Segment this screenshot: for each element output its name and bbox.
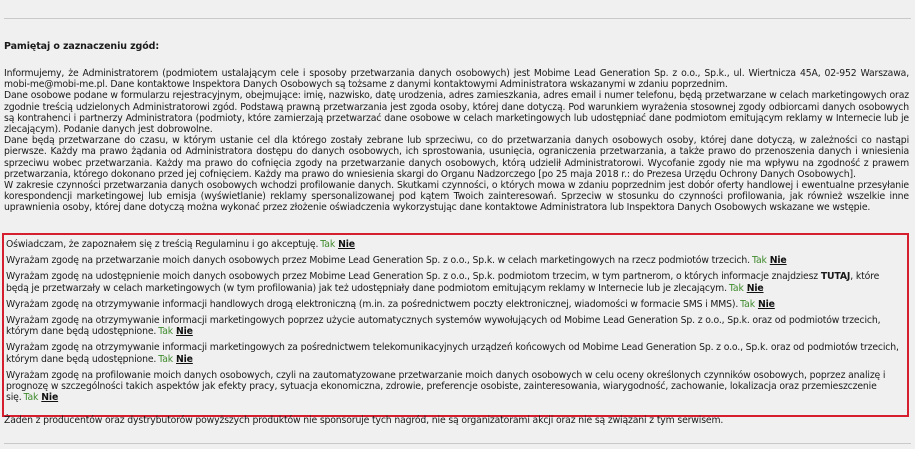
consent-text-continued: , które będą je przetwarzały w celach marketingowych (w tym profilowania) jak też udostępniały dane podmiotom emitującym reklamy w Internecie lub je zlecającym. xyxy=(6,271,880,294)
info-paragraph-data-scope: Dane osobowe podane w formularzu rejestracyjnym, obejmujące: imię, nazwisko, datę urodzenia, adres zamieszkania, adres email i numer telefonu, będą przetwarzane w celach marketingowych oraz zgodnie treścią udzielonych Administratorowi zgód. Podstawą prawną przetwarzania jest zgoda osoby, której dane dotyczą. Pod warunkiem wyrażenia stosownej zgody odbiorcami danych osobowych są kontrahenci i partnerzy Administratora (podmioty, które zamierzają przetwarzać dane osobowe w celach marketingowych lub udostępniać dane podmiotom emitującym reklamy w Internecie lub je zlecającym). Podanie danych jest dobrowolne. xyxy=(4,90,909,136)
privacy-information xyxy=(4,68,909,214)
consent-text: Wyrażam zgodę na otrzymywanie informacji marketingowych poprzez użycie automatycznych systemów wywołujących od Mobime Lead Generation Sp. z o.o., Sp.k. oraz od podmiotów trzecich, którym dane będą udostępnione. xyxy=(6,315,881,338)
consent-no-link[interactable]: Nie xyxy=(176,353,193,365)
consent-reminder-heading: Pamiętaj o zaznaczeniu zgód: xyxy=(4,41,160,52)
consent-yes-link[interactable]: Tak xyxy=(728,282,744,294)
consent-telecom-devices xyxy=(4,342,907,364)
consent-yes-link[interactable]: Tak xyxy=(751,255,767,267)
consent-text: Wyrażam zgodę na otrzymywanie informacji marketingowych za pośrednictwem telekomunikacyjnych urządzeń końcowych od Mobime Lead Generation Sp. z o.o., Sp.k. oraz od podmiotów trzecich, którym dane będą udostępnione. xyxy=(6,342,899,365)
consent-no-link[interactable]: Nie xyxy=(769,255,787,267)
bottom-divider xyxy=(4,443,911,444)
info-paragraph-retention-rights: Dane będą przetwarzane do czasu, w którym ustanie cel dla którego zostały zebrane lub sprzeciwu, co do przetwarzania danych osobowych osoby, której dane dotyczą, w zależności co nastąpi pierwsze. Każdy ma prawo żądania od Administratora dostępu do danych osobowych, ich sprostowania, usunięcia, ograniczenia przetwarzania, a także prawo do przenoszenia danych i wniesienia sprzeciwu wobec przetwarzania. Każdy ma prawo do cofnięcia zgody na przetwarzanie danych osobowych, którą udzielił Administratorowi. Wycofanie zgody nie ma wpływu na zgodność z prawem przetwarzania, którego dokonano przed jej cofnięciem. Każdy ma prawo do wniesienia skargi do Organu Nadzorczego [po 25 maja 2018 r.: do Prezesa Urzędu Ochrony Danych Osobowych]. xyxy=(4,135,909,180)
top-divider xyxy=(4,18,911,19)
info-paragraph-profiling: W zakresie czynności przetwarzania danych osobowych wchodzi profilowanie danych. Skutkami czynności, o których mowa w zdaniu poprzednim jest dobór oferty handlowej i ewentualne przesyłanie korespondencji marketingowej lub emisja (wyświetlanie) reklamy spersonalizowanej pod kątem Twoich zainteresowań. Sprzeciw w stosunku do czynności profilowania, jak również wszelkie inne uprawnienia osoby, której dane dotyczą można wykonać przez złożenie oświadczenia wykorzystując dane kontaktowe Administratora lub Inspektora Danych Osobowych wskazane we wstępie. xyxy=(4,180,909,214)
consent-text: Wyrażam zgodę na udostępnienie moich danych osobowych przez Mobime Lead Generation Sp. z o.o., Sp.k. podmiotom trzecim, w tym partnerom, o których informacje znajdziesz xyxy=(6,271,821,283)
partners-link[interactable]: TUTAJ xyxy=(820,271,851,283)
consent-yes-link[interactable]: Tak xyxy=(23,392,39,404)
consent-yes-link[interactable]: Tak xyxy=(158,353,173,365)
consent-no-link[interactable]: Nie xyxy=(338,239,355,250)
consent-no-link[interactable]: Nie xyxy=(176,326,193,338)
consent-data-sharing xyxy=(4,271,907,293)
consent-text: Wyrażam zgodę na przetwarzanie moich danych osobowych przez Mobime Lead Generation Sp. z o.o., Sp.k. w celach marketingowych na rzecz podmiotów trzecich. xyxy=(6,255,750,267)
consent-text: Wyrażam zgodę na profilowanie moich danych osobowych, czyli na zautomatyzowane przetwarzanie moich danych osobowych w celu oceny określonych czynników osobowych, poprzez analizę i prognozę w szczególności takich aspektów jak efekty pracy, sytuacja ekonomiczna, zdrowie, preferencje osobiste, zainteresowania, wiarygodność, zachowanie, lokalizacja oraz przemieszczenie się. xyxy=(6,369,886,404)
consent-profiling xyxy=(4,370,907,404)
consent-automated-calling xyxy=(4,315,907,337)
consents-box xyxy=(2,233,909,417)
consent-yes-link[interactable]: Tak xyxy=(320,239,336,250)
consent-text: Oświadczam, że zapoznałem się z treścią Regulaminu i go akceptuję. xyxy=(6,239,319,250)
consent-yes-link[interactable]: Tak xyxy=(740,298,755,310)
consent-text: Wyrażam zgodę na otrzymywanie informacji handlowych drogą elektroniczną (m.in. za pośrednictwem poczty elektronicznej, wiadomości w formacie SMS i MMS). xyxy=(6,298,739,310)
consent-yes-link[interactable]: Tak xyxy=(158,326,173,338)
consent-no-link[interactable]: Nie xyxy=(41,392,59,404)
consent-marketing-processing xyxy=(4,255,907,266)
consent-no-link[interactable]: Nie xyxy=(746,282,764,294)
info-paragraph-administrator: Informujemy, że Administratorem (podmiotem ustalającym cele i sposoby przetwarzania danych osobowych) jest Mobime Lead Generation Sp. z o.o., Sp.k., ul. Wiertnicza 45A, 02-952 Warszawa, mobi-me@mobi-me.pl. Dane kontaktowe Inspektora Danych Osobowych są tożsame z danymi kontaktowymi Administratora wskazanymi w zdaniu poprzednim. xyxy=(4,68,909,91)
consent-regulations xyxy=(4,239,907,250)
sponsorship-disclaimer: Żaden z producentów oraz dystrybutorów powyższych produktów nie sponsoruje tych nagród, nie są organizatorami akcji oraz nie są związani z tym serwisem. xyxy=(4,415,724,426)
consent-electronic-commercial-info xyxy=(4,299,907,310)
consent-no-link[interactable]: Nie xyxy=(757,298,775,310)
